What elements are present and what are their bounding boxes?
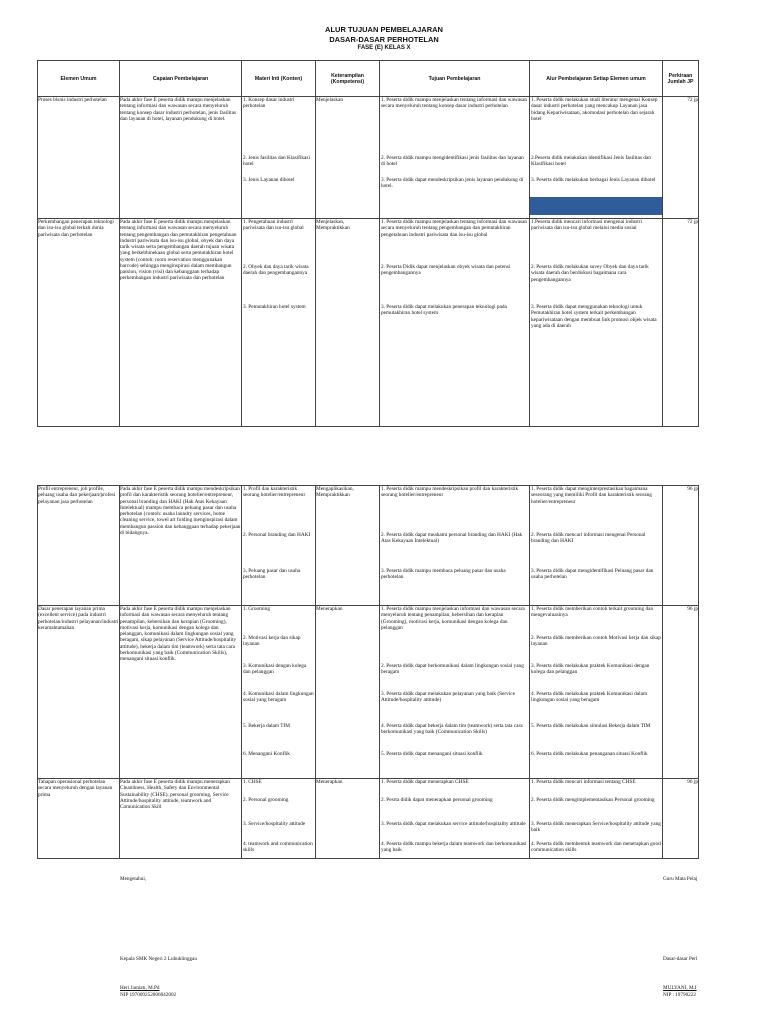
alur-item: 1. Peserta didik mencari informasi tentang CHSE bbox=[531, 779, 636, 785]
materi-item: 3. Jenis Layanan dihotel bbox=[243, 177, 295, 183]
jp-cell: 72 jp bbox=[663, 97, 699, 219]
materi-item: 2. Obyek dan daya tarik wisata daerah dan pengembangannya bbox=[243, 264, 309, 277]
alur-item: 3. Peserta didik menerapkan Service/hospitality attitude yang baik bbox=[531, 821, 661, 834]
materi-item: 1. CHSE bbox=[243, 779, 262, 785]
materi-item: 2. Motivasi kerja dan sikap layanan bbox=[243, 635, 301, 648]
capaian-cell: Pada akhir fase E peserta didik mampu menjelaskan tentang informasi dan wawasan secara menyeluruh tentang pengembangan dan pemutakhiran pengetahuan industri pariwisata dan isu-isu global, obyek dan daya tarik wisata serta pengembangan daerah tujuan wisata yang berkebhinekaan global serta pemutakhiran hotel system (contoh: room reservation menggunakan barcode) sehingga menginspirasi dalam membangun passion, vision (visi) dan kebanggaan terhadap perkembangan industri pariwisata dan perhotelan bbox=[120, 219, 242, 427]
alur-item: 6. Peserta didik melakukan penanganan situasi Konflik bbox=[531, 751, 648, 757]
alur-item: 2. Peserta didik mencari informasi mengenai Personal branding dan HAKI bbox=[531, 532, 646, 545]
materi-item: 1. Profil dan karakteristik seorang hotelier/entrepreneur bbox=[243, 486, 306, 499]
alur-item: 3. Peserta didik dapat mengidentifikasi Peluang pasar dan usaha perhotelan bbox=[531, 568, 654, 581]
capaian-cell: Pada akhir fase E peserta didik mampu menerapkan Cleanliness, Health, Safety dan Environmental Sustainability (CHSE), personal grooming, Service Attitude/hospitality attitude, teamwork and Comunication Skill bbox=[120, 779, 242, 859]
elemen-cell: Proses bisnis industri perhotelan bbox=[38, 97, 120, 219]
keterampilan-cell: Menjelaskan bbox=[316, 97, 380, 219]
materi-item: 2. Personal branding dan HAKI bbox=[243, 532, 311, 538]
doc-title: ALUR TUJUAN PEMBELAJARAN bbox=[325, 25, 443, 34]
kepala-nip: NIP 197009252006042002 bbox=[120, 992, 177, 998]
jp-cell: 72 jp bbox=[663, 219, 699, 427]
table-row bbox=[38, 486, 699, 606]
mengetahui-label: Mengetahui, bbox=[120, 876, 147, 882]
alur-item: 3. Peserta didik melakukan praktek Komunikasi dengan kolega dan pelanggan bbox=[531, 663, 650, 676]
tujuan-item: 3. Peserta didik dapat mendeskripsikan jenis layanan pendukung di hotel. bbox=[381, 177, 524, 190]
tujuan-item: 4. Peserta didik mampu bekerja dalam teamwork dan berkomunikasi yang baik bbox=[381, 841, 527, 854]
kepala-name: Heri Jamiatı, M.Pd bbox=[120, 985, 160, 991]
materi-item: 5. Bekerja dalam TIM bbox=[243, 723, 290, 729]
header-alur: Alur Pembelajaran Setiap Elemen umum bbox=[530, 61, 663, 97]
materi-item: 3. Service/hospitality attitude bbox=[243, 821, 306, 827]
table-row bbox=[38, 606, 699, 779]
keterampilan-cell: Menjelaskan, Mempraktikkan bbox=[316, 219, 380, 427]
tujuan-item: 1. Peserta didik mampu menjelaskan tentang informasi dan wawasan secara menyeluruh tentang konsep dasar industri perhotelan bbox=[381, 97, 528, 110]
tujuan-item: 5. Peserta didik dapat menangani situasi konflik bbox=[381, 751, 483, 757]
tujuan-item: 1. Peserta didik mampu menjelaskan tentang informasi dan wawasan secara menyeluruh tentang pengembangan dan pemutakhiran pengetahuan industri pariwisata dan isu-isu global bbox=[381, 219, 528, 238]
table-header-row bbox=[38, 61, 699, 97]
guru-nip: NIP : 19790222 bbox=[663, 992, 696, 998]
tujuan-item: 2. Peserta didik dapat berkomunikasi dalam lingkungan sosial yang beragam bbox=[381, 663, 524, 676]
table-row bbox=[38, 219, 699, 427]
materi-item: 4. teamwork and communication skills bbox=[243, 841, 313, 854]
alur-item: 5. Peserta didik melakukan simulasi Bekerja dalam TIM bbox=[531, 723, 651, 729]
dasar-label: Dasar-dasar Perl bbox=[663, 956, 698, 962]
keterampilan-cell: Mengaplikasikan, Mempraktikkan bbox=[316, 486, 380, 606]
jp-cell: 96 jp bbox=[663, 486, 699, 606]
tujuan-item: 2. Peserta Didik dapat menjelaskan obyek wisata dan potensi pengembangannya bbox=[381, 264, 511, 277]
alur-item: 3. Peserta didik dapat menggunakan teknologi untuk Pemutakhiran hotel system terkait perkembangan kepariwisataan dengan membuat link promosi objek wisata yang ada di daerah bbox=[531, 304, 657, 329]
header-tujuan: Tujuan Pembelajaran bbox=[380, 61, 530, 97]
materi-item: 1. Grooming bbox=[243, 606, 271, 612]
table-row bbox=[38, 779, 699, 859]
keterampilan-cell: Menerapkan bbox=[316, 779, 380, 859]
materi-item: 6. Menangani Konflik bbox=[243, 751, 290, 757]
materi-item: 3. Peluang pasar dan usaha perhotelan bbox=[243, 568, 301, 581]
tujuan-item: 4. Peserta didik dapat bekerja dalam tim (teamwork) serta tata cara berkomunikasi yang baik (Communication Skills) bbox=[381, 723, 523, 736]
materi-item: 3. Komunikasi dengan kolega dan pelanggan bbox=[243, 663, 307, 676]
keterampilan-cell: Menerapkan bbox=[316, 606, 380, 779]
header-elemen: Elemen Umum bbox=[38, 61, 120, 97]
elemen-cell: Profil entrepreneur, job profile, peluang usaha dan pekerjaan/profesi pelayanan jasa perhotelan bbox=[38, 486, 120, 606]
doc-phase: FASE (E) KELAS X bbox=[357, 45, 411, 51]
jp-cell: 96 jp bbox=[663, 606, 699, 779]
tujuan-item: 3. Peserta didik mampu membaca peluang pasar dan usaha perhotelan bbox=[381, 568, 506, 581]
tujuan-item: 3. Peserta didik dapat melakukan pelayanan yang baik (Service Attitude/hospitality attitude) bbox=[381, 691, 515, 704]
alur-item: 1. Peserta didik melakukan studi literatur mengenai Konsep dasar industri perhotelan yang mencakup Layanan jasa bidang Kepariwisataan, akomodasi perhotelan dan sejarah hotel bbox=[531, 97, 658, 122]
doc-subtitle: DASAR-DASAR PERHOTELAN bbox=[329, 35, 439, 44]
header-keterampilan: Keterampilan (Kompetensi) bbox=[316, 61, 380, 97]
header-materi: Materi Inti (Konten) bbox=[242, 61, 316, 97]
tujuan-item: 3. Peserta didik dapat melakukan service attitude/hospitality attitude bbox=[381, 821, 526, 827]
tujuan-item: 2. Peserta didik mampu mengidentifikasi jenis fasilitas dan layanan di hotel bbox=[381, 155, 524, 168]
kepala-label: Kepala SMK Negeri 2 Lubuklinggau bbox=[120, 956, 197, 962]
materi-item: 1. Pengetahuan industri pariwisata dan isu-isu global bbox=[243, 219, 304, 232]
highlight-bar bbox=[530, 197, 662, 215]
elemen-cell: Perkembangan penerapan teknologi dan isu-isu global terkait dunia pariwisata dan perhotelan bbox=[38, 219, 120, 427]
header-capaian: Capaian Pembelajaran bbox=[120, 61, 242, 97]
tujuan-item: 2. Peserta didik dapat meahami personal branding dan HAKI (Hak Atas Kekayaan Intelektual) bbox=[381, 532, 523, 545]
tujuan-item: 2. Pesrta didik dapat menerapkan personal grooming bbox=[381, 797, 493, 803]
alur-item: 2. Peserta didik melakukan suvey Obyek dan daya tarik wisata daerah dan berdiskusi bagaimana cara pengembangannya bbox=[531, 264, 649, 283]
alur-item: 2.Peserta didik melakukan identifikasi Jenis fasilitas dan Klasifikasi hotel bbox=[531, 155, 651, 168]
materi-item: 1. Konsep dasar industri perhotelan bbox=[243, 97, 295, 110]
alur-item: 1. Peserta didik dapat menginterprestasikan bagaimana seseorang yang memiliki Profil dan karakteristik seorang hotelier/entrepreneur bbox=[531, 486, 652, 505]
capaian-cell: Pada akhir fase E peserta didik mampu mendeskripsikan profil dan karakteristik seorang hotelier/entrepreneur, personal branding dan HAKI (Hak Atas Kekayaan Intelektual) mampu membaca peluang pasar dan usaha perhotelan (contoh: usaha laundry services, home cleaning service, towel art folding menginspirasi dalam membangun passion dan kebanggaan terhadap pekerjaan di bidangnya. bbox=[120, 486, 242, 606]
materi-item: 2. Personal grooming bbox=[243, 797, 289, 803]
materi-item: 4. Komunikasi dalam lingkungan sosial yang beragam bbox=[243, 691, 314, 704]
alur-item: 4. Peserta didik membentuk teamwork dan menerapkan good communication skills bbox=[531, 841, 661, 854]
alur-item: 2. Peserta didik mengimplementasikan Personal grooming bbox=[531, 797, 655, 803]
tujuan-item: 1. Peserta didik mampu mendeskripsikan profil dan karakteristik seorang hotelier/entrepreneur bbox=[381, 486, 519, 499]
table-row bbox=[38, 97, 699, 219]
tujuan-item: 1. Peserta didik mampu menjelaskan informasi dan wawasan secara menyeluruh tentang penampilan, kebersihan dan kerapian (Grooming), motivasi kerja, komunikasi dengan kolega dan pelanggan bbox=[381, 606, 525, 631]
guru-label: Guru Mata Pelaj bbox=[663, 876, 698, 882]
tujuan-item: 3. Peserta didik dapat melakukan penerapan teknologi pada pemutakhiran hotel system bbox=[381, 304, 507, 317]
alur-item: 1. Peserta didik memberikan contoh terkait grooming dan mengevaluasinya bbox=[531, 606, 654, 619]
alur-item: 2. Peserta didik memberikan contoh Motivasi kerja dan sikap layanan bbox=[531, 635, 661, 648]
elemen-cell: Dasar penerapan layanan prima (excellent service) pada industri perhotelan/industri pelayanan/industri keramahtamahan bbox=[38, 606, 120, 779]
atp-table-part-1 bbox=[37, 60, 699, 427]
elemen-cell: Tahapan operasional perhotelan secara menyeluruh dengan layanan prima bbox=[38, 779, 120, 859]
jp-cell: 96 jp bbox=[663, 779, 699, 859]
header-jp: Perkiraan Jumlah JP bbox=[663, 61, 699, 97]
materi-item: 2. Jenis fasilitas dan Klasifikasi hotel bbox=[243, 155, 310, 168]
tujuan-item: 1. Peserta didik dapat menerapkan CHSE bbox=[381, 779, 469, 785]
guru-name: MULYANI, M.I bbox=[663, 985, 697, 991]
alur-item: 4. Peserta didik melakukan praktek Komunikasi dalam lingkungan sosial yang beragam bbox=[531, 691, 648, 704]
alur-item: 3. Peserta didik melakukan berbagai Jenis Layanan dihotel bbox=[531, 177, 656, 183]
atp-table-part-2 bbox=[37, 485, 699, 859]
alur-item: 1.Peserta didik mencari informasi mengenai industri pariwisata dan isu-isu global melalui media sosial bbox=[531, 219, 642, 232]
capaian-cell: Pada akhir fase E peserta didik mampu menjelaskan tentang informasi dan wawasan secara menyeluruh tentang konsep dasar industri perhotelan, jenis fasilitas dan layanan di hotel, layanan pendukung di hotel. bbox=[120, 97, 242, 219]
capaian-cell: Pada akhir fase E peserta didik mampu menjelaskan informasi dan wawasan secara menyeluruh tentang penampilan, kebersihan dan kerapian (Grooming), motivasi kerja, komunikasi dengan kolega dan pelanggan, komunikasi dalam lingkungan sosial yang beragam, sikap pelayanan (Service Attitude/hospitality attitude), bekerja dalam tim (teamwork) serta tata cara berkomunikasi yang baik (Communication Skills), menangani situasi konflik. bbox=[120, 606, 242, 779]
materi-item: 3. Pemutakhiran hotel system bbox=[243, 304, 306, 310]
